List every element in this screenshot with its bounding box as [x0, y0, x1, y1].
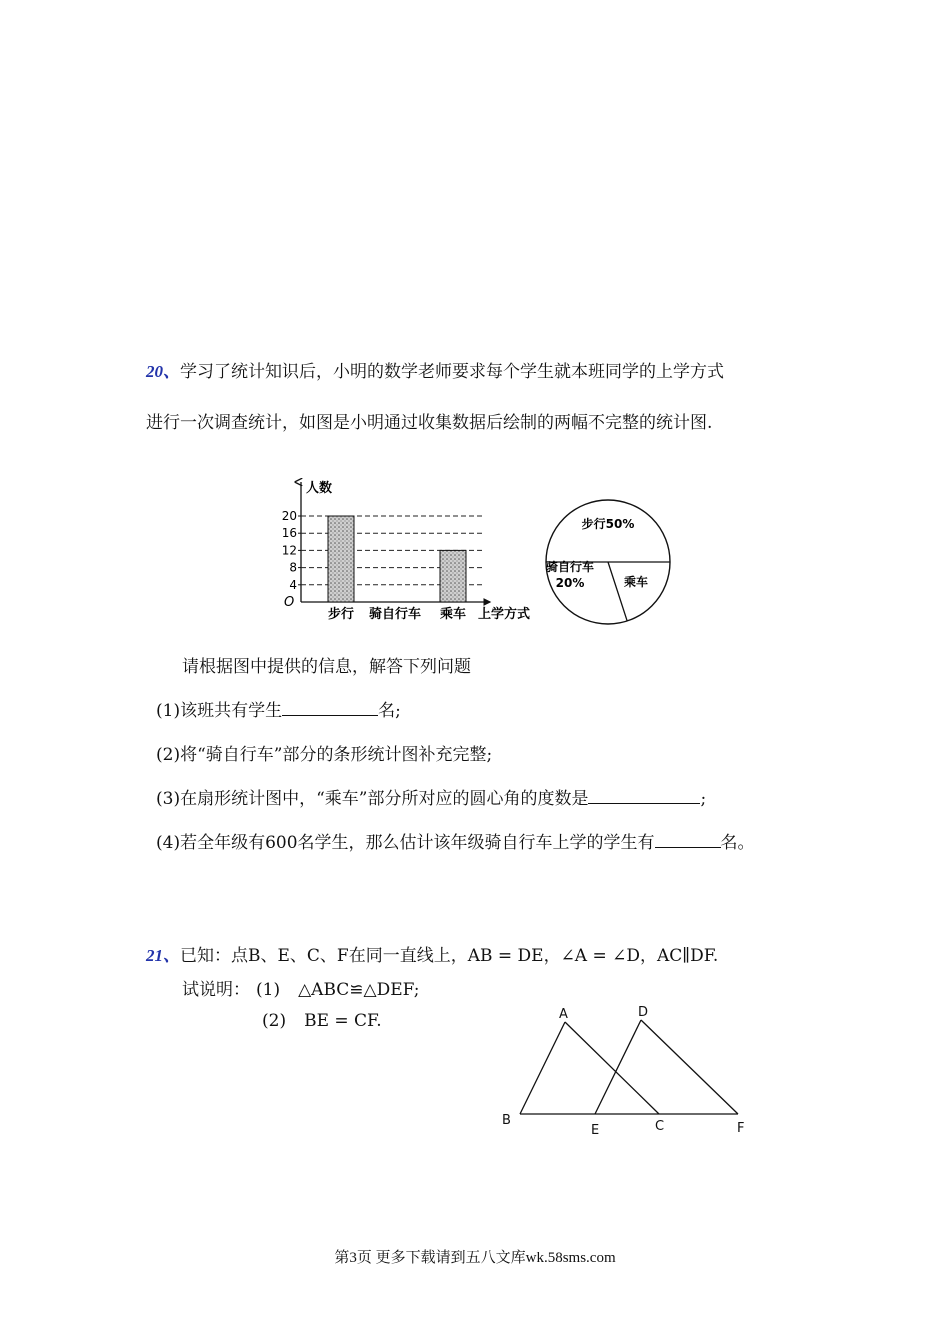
y-tick-label: 12: [281, 543, 297, 558]
q20-number: 20、: [146, 362, 180, 381]
q20-prompt: 请根据图中提供的信息，解答下列问题: [182, 657, 471, 677]
label-c: C: [655, 1119, 665, 1134]
answer-blank-1[interactable]: [282, 697, 378, 716]
pie-label-1-pct: 20%: [555, 576, 585, 590]
answer-blank-4[interactable]: [655, 829, 721, 848]
segment-ac: [565, 1022, 659, 1114]
bar-chart: [270, 470, 550, 630]
answer-blank-3[interactable]: [588, 785, 700, 804]
pie-chart: [540, 498, 680, 633]
label-d: D: [638, 1005, 649, 1020]
y-tick-label: 4: [289, 577, 297, 592]
category-label: 步行: [327, 607, 355, 622]
page-footer: 第3页 更多下载请到五八文库wk.58sms.com: [334, 1250, 616, 1266]
category-label: 骑自行车: [368, 607, 422, 622]
bar-0: [328, 516, 354, 602]
q20-stem-line1: 学习了统计知识后，小明的数学老师要求每个学生就本班同学的上学方式: [180, 362, 724, 382]
label-f: F: [737, 1121, 745, 1136]
y-axis-label: 人数: [306, 481, 333, 496]
q20-sub3: (3)在扇形统计图中，“乘车”部分所对应的圆心角的度数是 ;: [156, 784, 706, 809]
y-tick-label: 20: [281, 509, 297, 523]
segment-de: [595, 1020, 641, 1114]
q20-stem-line2: 进行一次调查统计，如图是小明通过收集数据后绘制的两幅不完整的统计图.: [146, 413, 713, 433]
q20-sub4: (4)若全年级有600名学生，那么估计该年级骑自行车上学的学生有 名。: [156, 828, 755, 853]
segment-df: [641, 1020, 738, 1114]
y-tick-label: 16: [281, 526, 297, 541]
q21-prove-line2: (2) BE = CF.: [262, 1011, 382, 1031]
label-b: B: [502, 1113, 511, 1128]
pie-label-1: 骑自行车: [545, 560, 595, 574]
bar-2: [440, 550, 466, 602]
x-axis-label: 上学方式: [478, 607, 531, 622]
pie-label-0: 步行50%: [581, 517, 635, 531]
q21-prove-line1: 试说明： (1) △ABC≌△DEF;: [182, 980, 420, 1000]
q20-line1: [146, 357, 724, 382]
q20-sub1: (1)该班共有学生 名;: [156, 696, 401, 721]
q21-given: 已知：点B、E、C、F在同一直线上，AB = DE，∠A = ∠D，AC∥DF.: [180, 946, 719, 966]
y-tick-label: 8: [289, 560, 297, 575]
segment-ab: [520, 1022, 565, 1114]
q21-number: 21、: [146, 946, 180, 965]
label-a: A: [559, 1007, 568, 1022]
label-e: E: [591, 1123, 600, 1138]
pie-label-2: 乘车: [623, 575, 649, 589]
origin-label: O: [284, 595, 295, 610]
q20-sub2: (2)将“骑自行车”部分的条形统计图补充完整;: [156, 745, 493, 765]
category-label: 乘车: [439, 607, 467, 622]
triangle-figure: [495, 1000, 755, 1140]
q21-given-line: [146, 941, 718, 966]
